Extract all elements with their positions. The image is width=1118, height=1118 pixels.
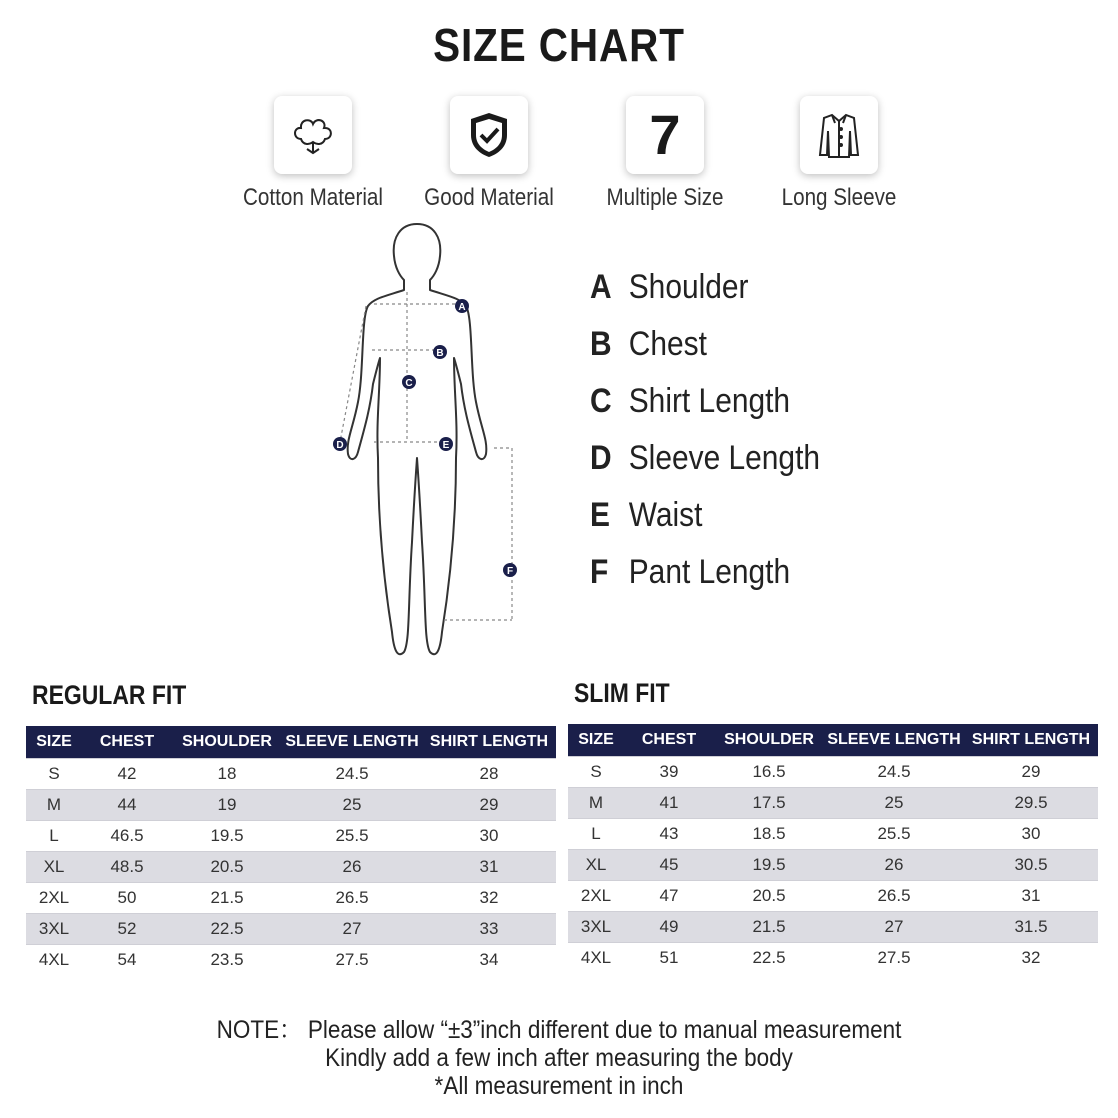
legend-item [590,496,820,553]
table-cell: 30.5 [964,850,1098,881]
legend-label: Shirt Length [628,382,791,420]
col-shirt-length: SHIRT LENGTH [422,726,556,759]
legend-letter: B [590,325,612,363]
table-cell: 47 [624,881,714,912]
table-row [26,821,556,852]
table-cell: 39 [624,757,714,788]
table-row [26,883,556,914]
table-cell: 49 [624,912,714,943]
col-size: SIZE [568,724,624,757]
table-cell: 24.5 [282,759,422,790]
table-cell: 24.5 [824,757,964,788]
legend-letter: F [590,553,609,591]
table-row [568,819,1098,850]
table-cell: 41 [624,788,714,819]
table-cell: 52 [82,914,172,945]
table-cell: 33 [422,914,556,945]
feature-label: Cotton Material [243,184,383,211]
number-seven-icon: 7 [649,103,681,166]
cotton-icon [287,109,339,161]
col-shoulder: SHOULDER [172,726,282,759]
note-line-3: *All measurement in inch [434,1072,684,1100]
table-cell: 30 [964,819,1098,850]
table-cell: 18.5 [714,819,824,850]
table-cell: 19.5 [714,850,824,881]
measurement-note [0,1016,1118,1100]
table-row [568,912,1098,943]
table-cell: S [26,759,82,790]
table-cell: 18 [172,759,282,790]
regular-fit-body [26,759,556,976]
marker-c-label: C [405,378,413,389]
legend-letter: E [590,496,610,534]
table-row [26,945,556,976]
table-cell: 22.5 [714,943,824,974]
table-cell: 20.5 [714,881,824,912]
col-sleeve-length: SLEEVE LENGTH [282,726,422,759]
marker-d [333,437,347,451]
marker-c [402,375,416,389]
table-cell: 3XL [568,912,624,943]
shield-check-icon [463,109,515,161]
table-cell: 27 [824,912,964,943]
regular-fit-table [26,726,556,975]
table-cell: 27 [282,914,422,945]
feature-long-sleeve [754,96,924,212]
table-cell: 43 [624,819,714,850]
col-shoulder: SHOULDER [714,724,824,757]
table-cell: 2XL [568,881,624,912]
table-cell: 29.5 [964,788,1098,819]
table-cell: L [568,819,624,850]
table-cell: 30 [422,821,556,852]
regular-fit-heading: REGULAR FIT [32,680,187,710]
table-cell: 54 [82,945,172,976]
feature-good-material [404,96,574,212]
table-cell: 19.5 [172,821,282,852]
table-cell: 45 [624,850,714,881]
table-cell: 2XL [26,883,82,914]
table-cell: 32 [422,883,556,914]
col-sleeve-length: SLEEVE LENGTH [824,724,964,757]
measurement-legend [590,268,851,610]
table-cell: 21.5 [172,883,282,914]
table-cell: M [26,790,82,821]
slim-fit-table [568,724,1098,973]
feature-label: Multiple Size [606,184,724,211]
table-cell: 31 [422,852,556,883]
table-header-row [568,724,1098,757]
legend-letter: D [590,439,612,477]
table-cell: 23.5 [172,945,282,976]
table-cell: 26.5 [282,883,422,914]
table-cell: 16.5 [714,757,824,788]
table-cell: 4XL [568,943,624,974]
table-cell: XL [26,852,82,883]
table-cell: 22.5 [172,914,282,945]
table-cell: 51 [624,943,714,974]
table-cell: 17.5 [714,788,824,819]
feature-box [626,96,704,174]
feature-label: Good Material [424,184,554,211]
marker-f-label: F [506,566,514,577]
legend-item [590,553,820,610]
table-cell: 31 [964,881,1098,912]
table-cell: 25 [824,788,964,819]
marker-b [433,345,447,359]
table-cell: 46.5 [82,821,172,852]
marker-a [455,299,469,313]
legend-letter: C [590,382,612,420]
legend-item [590,268,820,325]
table-cell: S [568,757,624,788]
table-row [568,943,1098,974]
marker-d-label: D [336,440,344,451]
table-row [26,790,556,821]
table-cell: 34 [422,945,556,976]
table-cell: 48.5 [82,852,172,883]
legend-item [590,382,820,439]
table-cell: 26 [824,850,964,881]
table-cell: 32 [964,943,1098,974]
table-cell: 26 [282,852,422,883]
table-cell: 26.5 [824,881,964,912]
table-cell: 29 [964,757,1098,788]
feature-box [800,96,878,174]
legend-label: Waist [628,496,703,534]
table-cell: 27.5 [282,945,422,976]
table-row [568,757,1098,788]
slim-fit-heading: SLIM FIT [574,678,670,708]
page-title: SIZE CHART [433,19,685,71]
marker-b-label: B [436,348,444,359]
feature-box [450,96,528,174]
legend-label: Pant Length [628,553,791,591]
col-chest: CHEST [82,726,172,759]
legend-label: Chest [628,325,707,363]
legend-label: Sleeve Length [628,439,821,477]
table-cell: 27.5 [824,943,964,974]
marker-a-label: A [458,302,466,313]
table-cell: 25.5 [282,821,422,852]
marker-e [439,437,453,451]
figure-markers [333,299,517,577]
feature-label: Long Sleeve [781,184,897,211]
note-line-2: Kindly add a few inch after measuring the body [325,1044,793,1072]
table-cell: XL [568,850,624,881]
body-figure [318,222,530,662]
legend-label: Shoulder [628,268,749,306]
table-cell: 3XL [26,914,82,945]
table-cell: M [568,788,624,819]
feature-multiple-size [580,96,750,212]
col-chest: CHEST [624,724,714,757]
legend-item [590,325,820,382]
table-row [568,850,1098,881]
table-row [26,759,556,790]
table-cell: 29 [422,790,556,821]
table-cell: 4XL [26,945,82,976]
slim-fit-body [568,757,1098,974]
table-row [26,914,556,945]
marker-e-label: E [442,440,450,451]
table-cell: 25 [282,790,422,821]
table-cell: 21.5 [714,912,824,943]
table-cell: 31.5 [964,912,1098,943]
table-header-row [26,726,556,759]
table-cell: 28 [422,759,556,790]
table-row [568,881,1098,912]
table-row [26,852,556,883]
table-cell: L [26,821,82,852]
table-cell: 25.5 [824,819,964,850]
legend-letter: A [590,268,612,306]
table-cell: 42 [82,759,172,790]
feature-cotton [228,96,398,212]
col-shirt-length: SHIRT LENGTH [964,724,1098,757]
shirt-icon [813,109,865,161]
feature-box [274,96,352,174]
legend-item [590,439,820,496]
table-cell: 19 [172,790,282,821]
table-cell: 20.5 [172,852,282,883]
table-cell: 50 [82,883,172,914]
note-line-1: NOTE： Please allow “±3”inch different due to manual measurement [216,1016,902,1044]
table-row [568,788,1098,819]
marker-f [503,563,517,577]
table-cell: 44 [82,790,172,821]
col-size: SIZE [26,726,82,759]
